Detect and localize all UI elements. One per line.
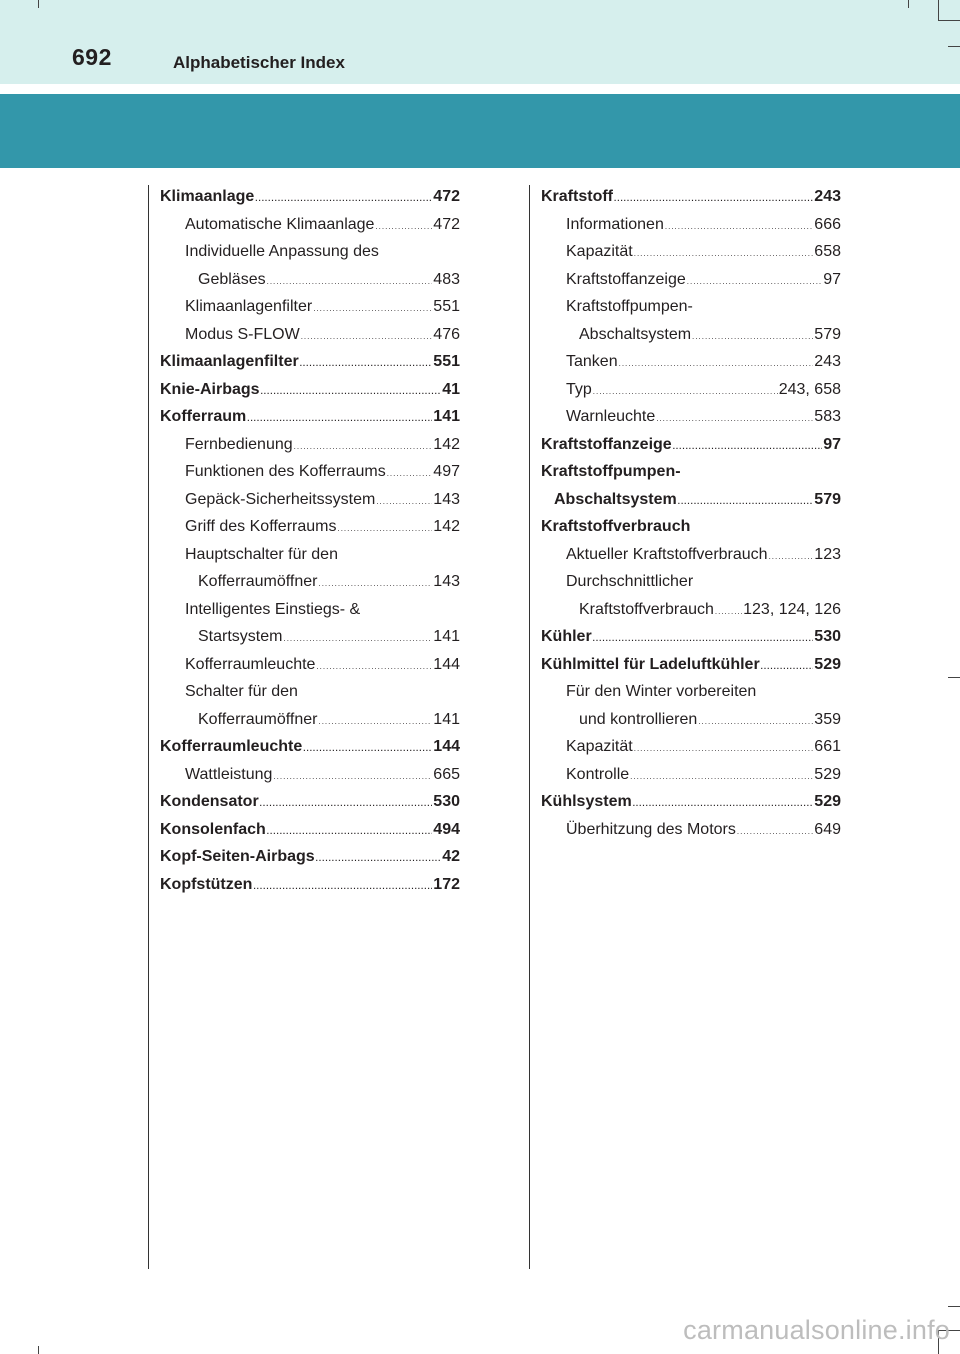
index-entry: [160, 816, 460, 844]
index-entry-label: Kraftstoffverbrauch: [541, 518, 691, 535]
dot-leader: [267, 278, 433, 286]
index-entry-label: Klimaanlage: [160, 188, 255, 205]
dot-leader: [261, 388, 442, 396]
dot-leader: [634, 250, 814, 258]
index-entry-label: Kofferraumöffner: [198, 710, 318, 728]
index-entry-page: 243: [814, 188, 841, 205]
index-entry-label: Modus S-FLOW: [185, 325, 300, 343]
index-column-right: [541, 183, 841, 843]
index-entry: [160, 293, 460, 321]
index-entry: [541, 596, 841, 624]
index-entry-label: Abschaltsystem: [554, 490, 677, 508]
index-entry: [160, 843, 460, 871]
index-entry: [160, 321, 460, 349]
index-entry-page: 141: [433, 710, 460, 728]
index-entry-page: 141: [433, 628, 460, 645]
index-entry: [541, 733, 841, 761]
index-entry-label: Aktueller Kraftstoffverbrauch: [566, 545, 768, 563]
index-entry-page: 144: [433, 655, 460, 673]
dot-leader: [673, 443, 823, 451]
index-entry: [160, 568, 460, 596]
index-entry-label: Durchschnittlicher: [566, 573, 694, 590]
index-entry-label: Kühlmittel für Ladeluftkühler: [541, 655, 760, 673]
index-entry: [160, 266, 460, 294]
dot-leader: [260, 800, 433, 808]
dot-leader: [761, 663, 814, 671]
index-entry: [541, 458, 841, 486]
index-entry: [541, 431, 841, 459]
watermark: carmanualsonline.info: [683, 1315, 950, 1345]
index-entry-page: 583: [814, 408, 841, 425]
crop-mark: [948, 677, 960, 678]
index-entry-label: Tanken: [566, 353, 618, 370]
index-entry-page: 529: [814, 765, 841, 783]
index-entry-label: Klimaanlagenfilter: [185, 298, 313, 315]
index-entry-label: Funktionen des Kofferraums: [185, 463, 386, 480]
index-entry: [160, 486, 460, 514]
index-entry-label: Kraftstoffpumpen-: [566, 298, 693, 315]
index-entry-label: Hauptschalter für den: [185, 545, 338, 563]
index-entry-label: Kofferraum: [160, 408, 247, 425]
index-entry-page: 142: [433, 518, 460, 535]
dot-leader: [301, 333, 433, 341]
index-entry-page: 42: [442, 848, 460, 865]
page-number: 692: [72, 44, 112, 70]
index-entry-label: Kondensator: [160, 793, 259, 810]
dot-leader: [318, 580, 432, 588]
crop-mark: [948, 1306, 960, 1307]
dot-leader: [316, 663, 432, 671]
index-entry: [541, 651, 841, 679]
index-entry-label: Informationen: [566, 215, 664, 233]
index-entry-page: 476: [433, 325, 460, 343]
crop-mark: [38, 0, 39, 8]
page-title: Alphabetischer Index: [173, 53, 345, 72]
dot-leader: [692, 333, 813, 341]
index-entry-page: 359: [814, 710, 841, 728]
index-entry-label: Knie-Airbags: [160, 380, 260, 398]
index-entry: [160, 458, 460, 486]
crop-mark: [938, 20, 960, 21]
index-entry-label: Kraftstoff: [541, 188, 613, 205]
index-entry-label: Gebläses: [198, 270, 266, 288]
dot-leader: [698, 718, 813, 726]
index-entry-label: Klimaanlagenfilter: [160, 353, 299, 370]
dot-leader: [769, 553, 814, 561]
index-entry: [541, 321, 841, 349]
index-entry-page: 41: [442, 380, 460, 398]
index-entry-page: 143: [433, 490, 460, 508]
dot-leader: [687, 278, 822, 286]
index-entry-label: Kapazität: [566, 738, 633, 755]
index-entry-page: 658: [814, 243, 841, 260]
index-entry: [541, 183, 841, 211]
index-entry-page: 530: [814, 628, 841, 645]
index-entry-label: Intelligentes Einstiegs- &: [185, 600, 361, 618]
index-entry-page: 666: [814, 215, 841, 233]
index-entry: [541, 293, 841, 321]
index-entry-page: 143: [433, 573, 460, 590]
index-entry-page: 172: [433, 875, 460, 893]
index-entry-label: Individuelle Anpassung des: [185, 243, 379, 260]
index-entry: [160, 651, 460, 679]
index-entry-label: Kraftstoffpumpen-: [541, 463, 681, 480]
index-entry-page: 142: [433, 435, 460, 453]
crop-mark: [908, 0, 909, 8]
dot-leader: [337, 525, 432, 533]
index-entry-page: 529: [814, 655, 841, 673]
crop-mark: [948, 46, 960, 47]
index-entry: [160, 183, 460, 211]
dot-leader: [283, 635, 432, 643]
crop-mark: [38, 1346, 39, 1354]
index-entry-label: Wattleistung: [185, 765, 273, 783]
dot-leader: [313, 305, 432, 313]
index-entry-page: 530: [433, 793, 460, 810]
index-entry: [541, 568, 841, 596]
dot-leader: [593, 635, 814, 643]
dot-leader: [634, 745, 814, 753]
crop-mark: [938, 0, 939, 20]
index-entry-page: 472: [433, 188, 460, 205]
index-entry: [541, 513, 841, 541]
index-entry-page: 483: [433, 270, 460, 288]
index-entry: [160, 211, 460, 239]
index-entry: [160, 348, 460, 376]
index-entry: [541, 623, 841, 651]
dot-leader: [375, 223, 432, 231]
index-entry-label: Kraftstoffanzeige: [566, 270, 686, 288]
index-entry: [541, 211, 841, 239]
index-entry-page: 494: [433, 820, 460, 838]
index-entry-label: Startsystem: [198, 628, 283, 645]
index-entry: [160, 678, 460, 706]
dot-leader: [387, 470, 433, 478]
index-entry-page: 665: [433, 765, 460, 783]
index-entry: [541, 238, 841, 266]
index-entry: [160, 431, 460, 459]
dot-leader: [619, 360, 814, 368]
index-column-left: [160, 183, 460, 898]
index-entry: [541, 376, 841, 404]
index-entry-page: 579: [814, 325, 841, 343]
index-entry-page: 141: [433, 408, 460, 425]
index-entry-label: Kofferraumöffner: [198, 573, 318, 590]
index-entry-page: 551: [433, 353, 460, 370]
header-bar: [0, 0, 960, 84]
index-entry: [541, 788, 841, 816]
header-band: [0, 94, 960, 168]
index-entry-page: 243, 658: [778, 380, 841, 398]
index-entry: [160, 403, 460, 431]
index-entry: [160, 623, 460, 651]
index-entry: [160, 541, 460, 569]
index-entry-label: Typ: [566, 380, 592, 398]
index-entry-label: Für den Winter vorbereiten: [566, 683, 757, 700]
index-entry: [160, 238, 460, 266]
index-entry-label: Kofferraumleuchte: [185, 655, 316, 673]
index-entry: [541, 403, 841, 431]
index-entry-page: 529: [814, 793, 841, 810]
dot-leader: [300, 360, 433, 368]
dot-leader: [316, 855, 442, 863]
dot-leader: [678, 498, 814, 506]
index-entry-label: Schalter für den: [185, 683, 298, 700]
index-entry-label: Gepäck-Sicherheitssystem: [185, 490, 376, 508]
index-entry-label: Kühlsystem: [541, 793, 632, 810]
index-entry-page: 243: [814, 353, 841, 370]
index-entry-label: Warnleuchte: [566, 408, 656, 425]
dot-leader: [255, 195, 432, 203]
index-entry: [541, 266, 841, 294]
dot-leader: [715, 608, 742, 616]
index-entry: [160, 761, 460, 789]
index-entry-label: Konsolenfach: [160, 820, 266, 838]
index-entry: [541, 348, 841, 376]
index-entry-page: 579: [814, 490, 841, 508]
index-entry-label: Kofferraumleuchte: [160, 738, 303, 755]
dot-leader: [303, 745, 432, 753]
dot-leader: [376, 498, 432, 506]
index-entry: [541, 761, 841, 789]
index-entry-label: Griff des Kofferraums: [185, 518, 337, 535]
index-entry: [541, 541, 841, 569]
index-entry-label: Kontrolle: [566, 765, 630, 783]
index-entry-page: 472: [433, 215, 460, 233]
index-entry: [541, 678, 841, 706]
index-entry-label: Kraftstoffanzeige: [541, 435, 672, 453]
index-entry: [160, 788, 460, 816]
index-entry-page: 551: [433, 298, 460, 315]
index-entry-label: Kopf-Seiten-Airbags: [160, 848, 315, 865]
index-entry: [541, 486, 841, 514]
index-entry: [160, 596, 460, 624]
dot-leader: [593, 388, 778, 396]
dot-leader: [665, 223, 813, 231]
dot-leader: [318, 718, 432, 726]
left-column-rule: [148, 185, 149, 1269]
dot-leader: [294, 443, 433, 451]
dot-leader: [247, 415, 432, 423]
index-entry-label: Kapazität: [566, 243, 633, 260]
index-entry-page: 497: [433, 463, 460, 480]
index-entry: [160, 513, 460, 541]
index-entry: [160, 376, 460, 404]
dot-leader: [267, 828, 433, 836]
index-entry: [541, 816, 841, 844]
dot-leader: [614, 195, 813, 203]
index-entry-label: Überhitzung des Motors: [566, 820, 736, 838]
dot-leader: [633, 800, 814, 808]
index-entry: [541, 706, 841, 734]
index-entry: [160, 871, 460, 899]
index-entry-label: und kontrollieren: [579, 710, 698, 728]
index-entry-label: Kraftstoffverbrauch: [579, 600, 714, 618]
index-entry-page: 123: [814, 545, 841, 563]
index-entry-page: 97: [823, 435, 841, 453]
index-entry-page: 661: [814, 738, 841, 755]
index-entry-page: 144: [433, 738, 460, 755]
index-entry-label: Kühler: [541, 628, 592, 645]
dot-leader: [630, 773, 813, 781]
index-entry-label: Automatische Klimaanlage: [185, 215, 375, 233]
dot-leader: [737, 828, 813, 836]
index-entry-label: Kopfstützen: [160, 875, 253, 893]
dot-leader: [656, 415, 813, 423]
index-entry: [160, 706, 460, 734]
index-entry-label: Abschaltsystem: [579, 325, 692, 343]
right-column-rule: [529, 185, 530, 1269]
index-entry-label: Fernbedienung: [185, 435, 293, 453]
index-entry-page: 649: [814, 820, 841, 838]
dot-leader: [273, 773, 432, 781]
index-entry-page: 123, 124, 126: [743, 600, 841, 618]
index-entry: [160, 733, 460, 761]
index-entry-page: 97: [823, 270, 841, 288]
dot-leader: [253, 883, 432, 891]
